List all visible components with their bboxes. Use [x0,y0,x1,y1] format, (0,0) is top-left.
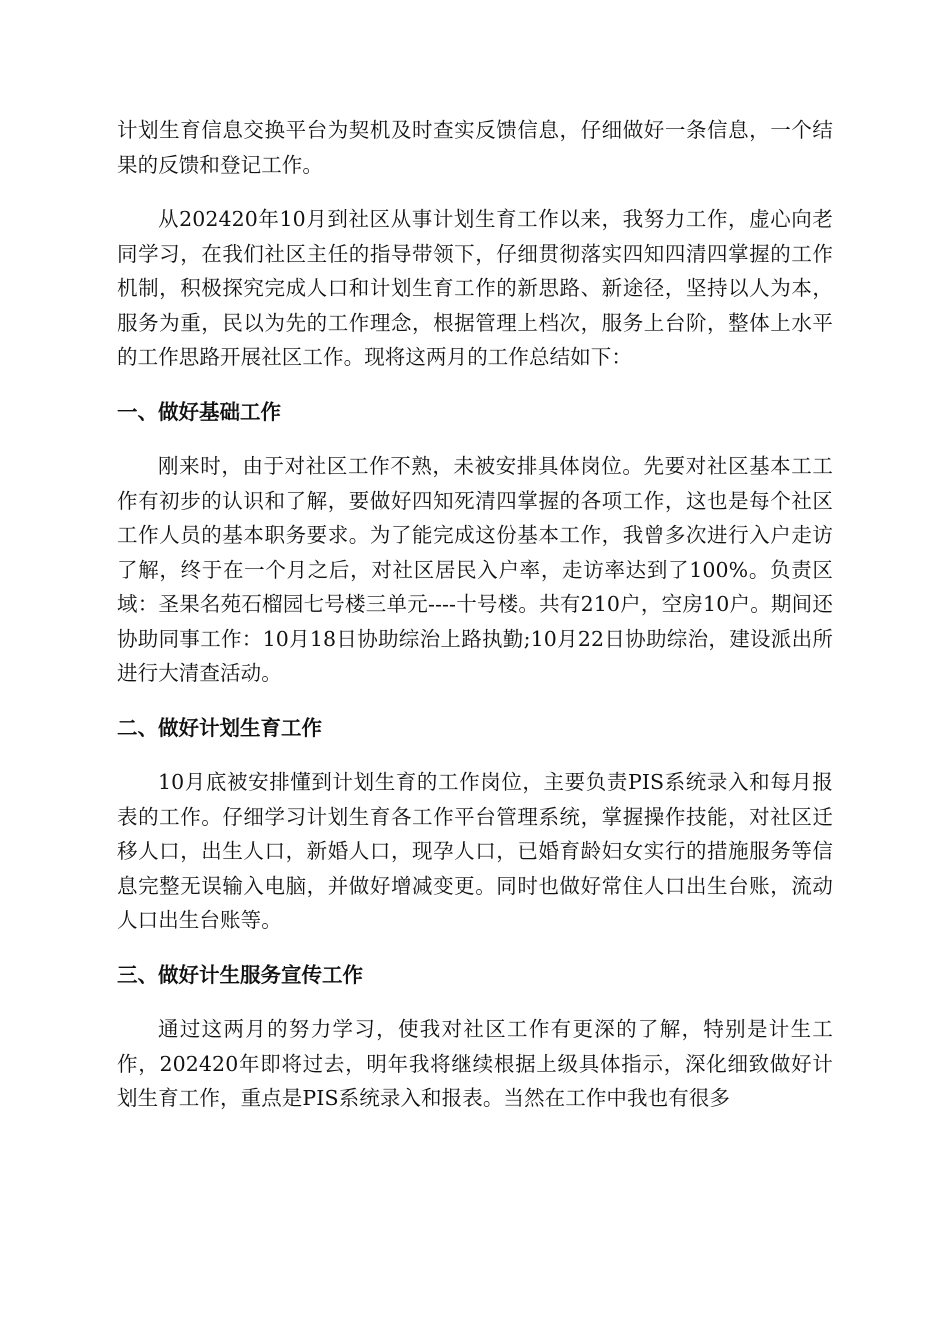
section-heading-publicity: 三、做好计生服务宣传工作 [117,962,363,987]
paragraph-publicity: 通过这两月的努力学习，使我对社区工作有更深的了解，特别是计生工作，202420年即将过去，明年我将继续根据上级具体指示，深化细致做好计划生育工作，重点是PIS系统录入和报表。当然在工作中我也有很多 [117,1017,833,1110]
paragraph-family-planning: 10月底被安排懂到计划生育的工作岗位，主要负责PIS系统录入和每月报表的工作。仔细学习计划生育各工作平台管理系统，掌握操作技能，对社区迁移人口，出生人口，新婚人口，现孕人口，已婚育龄妇女实行的措施服务等信息完整无误输入电脑，并做好增减变更。同时也做好常住人口出生台账，流动人口出生台账等。 [117,770,833,932]
paragraph-overview: 从202420年10月到社区从事计划生育工作以来，我努力工作，虚心向老同学习，在我们社区主任的指导带领下，仔细贯彻落实四知四清四掌握的工作机制，积极探究完成人口和计划生育工作的新思路、新途径，坚持以人为本，服务为重，民以为先的工作理念，根据管理上档次，服务上台阶，整体上水平的工作思路开展社区工作。现将这两月的工作总结如下： [117,207,833,369]
paragraph-intro-continuation: 计划生育信息交换平台为契机及时查实反馈信息，仔细做好一条信息，一个结果的反馈和登记工作。 [117,118,833,177]
document-page [117,113,833,1136]
section-heading-family-planning: 二、做好计划生育工作 [117,715,322,740]
paragraph-basic-work: 刚来时，由于对社区工作不熟，未被安排具体岗位。先要对社区基本工工作有初步的认识和了解，要做好四知死清四掌握的各项工作，这也是每个社区工作人员的基本职务要求。为了能完成这份基本工作，我曾多次进行入户走访了解，终于在一个月之后，对社区居民入户率，走访率达到了100%。负责区域：圣果名苑石榴园七号楼三单元----十号楼。共有210户，空房10户。期间还协助同事工作：10月18日协助综治上路执勤;10月22日协助综治，建设派出所进行大清查活动。 [117,454,833,685]
section-heading-basic-work: 一、做好基础工作 [117,399,281,424]
